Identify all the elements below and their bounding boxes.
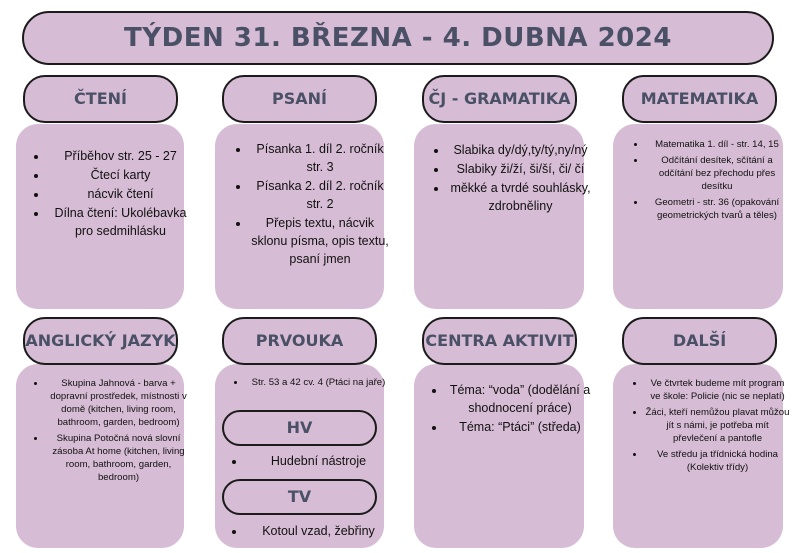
list-item: • Téma: “voda” (dodělání a shodnocení práce)	[446, 381, 594, 417]
list-item: • Čtecí karty	[48, 166, 193, 184]
list-hv	[228, 452, 391, 471]
header-matematika	[622, 75, 777, 123]
list-cj	[430, 141, 593, 216]
page-title-box	[22, 11, 774, 65]
header-dalsi-label: DALŠÍ	[672, 330, 727, 350]
header-cj	[422, 75, 577, 123]
header-anglicky	[23, 317, 178, 365]
header-prvouka	[222, 317, 377, 365]
list-item: • Téma: “Ptáci” (středa)	[446, 418, 594, 436]
list-item: • Ve středu ja třídnická hodina (Kolektiv třídy)	[645, 448, 790, 474]
list-psani	[232, 140, 390, 269]
list-item: • Příběhov str. 25 - 27	[48, 147, 193, 165]
list-tv	[228, 522, 391, 541]
list-item: • Str. 53 a 42 cv. 4 (Ptáci na jaře)	[246, 376, 391, 389]
list-item: • Žáci, kteří nemůžou plavat můžou jít s námi, je potřeba mít převlečení a pantofle	[645, 406, 790, 445]
header-centra-label: CENTRA AKTIVIT	[425, 330, 574, 350]
list-anglicky	[28, 377, 191, 487]
header-psani	[222, 75, 377, 123]
list-item: • Dílna čtení: Ukolébavka pro sedmihlásku	[48, 204, 193, 240]
header-matematika-label: MATEMATIKA	[640, 88, 759, 108]
list-item: • Ve čtvrtek budeme mít program ve škole: Policie (nic se neplatí)	[645, 377, 790, 403]
header-anglicky-label: ANGLICKÝ JAZYK	[25, 330, 176, 350]
header-centra	[422, 317, 577, 365]
header-psani-label: PSANÍ	[272, 88, 327, 108]
list-item: • Přepis textu, nácvik sklonu písma, opis textu, psaní jmen	[250, 214, 390, 268]
list-centra	[428, 381, 594, 437]
list-item: • Slabiky ži/ží, ši/ší, či/ čí	[448, 160, 593, 178]
list-item: • Písanka 2. díl 2. ročník str. 2	[250, 177, 390, 213]
list-item: • Skupina Jahnová - barva + dopravní prostředek, místnosti v domě (kitchen, living room, bathroom, garden, bedroom)	[46, 377, 191, 429]
header-prvouka-label: PRVOUKA	[255, 330, 344, 350]
list-cteni	[30, 147, 193, 241]
list-prvouka	[228, 376, 391, 392]
header-hv	[222, 410, 377, 446]
header-cteni	[23, 75, 178, 123]
list-item: • měkké a tvrdé souhlásky, zdrobněliny	[448, 179, 593, 215]
list-item: • Odčítání desítek, sčítání a odčítání bez přechodu přes desítku	[646, 154, 788, 193]
list-item: • nácvik čtení	[48, 185, 193, 203]
page-title: TÝDEN 31. BŘEZNA - 4. DUBNA 2024	[124, 23, 672, 53]
list-dalsi	[627, 377, 790, 477]
list-item: • Slabika dy/dý,ty/tý,ny/ný	[448, 141, 593, 159]
list-item: • Skupina Potočná nová slovní zásoba At home (kitchen, living room, bathroom, garden, bedroom)	[46, 432, 191, 484]
header-dalsi	[622, 317, 777, 365]
list-item: • Písanka 1. díl 2. ročník str. 3	[250, 140, 390, 176]
header-tv	[222, 479, 377, 515]
list-item: • Geometri - str. 36 (opakování geometrických tvarů a těles)	[646, 196, 788, 222]
list-item: • Kotoul vzad, žebřiny	[246, 522, 391, 540]
header-tv-label: TV	[287, 486, 312, 506]
list-item: • Hudební nástroje	[246, 452, 391, 470]
header-cj-label: ČJ - GRAMATIKA	[428, 88, 571, 108]
list-item: • Matematika 1. díl - str. 14, 15	[646, 138, 788, 151]
header-cteni-label: ČTENÍ	[74, 88, 127, 108]
header-hv-label: HV	[286, 417, 313, 437]
list-matematika	[628, 138, 788, 225]
